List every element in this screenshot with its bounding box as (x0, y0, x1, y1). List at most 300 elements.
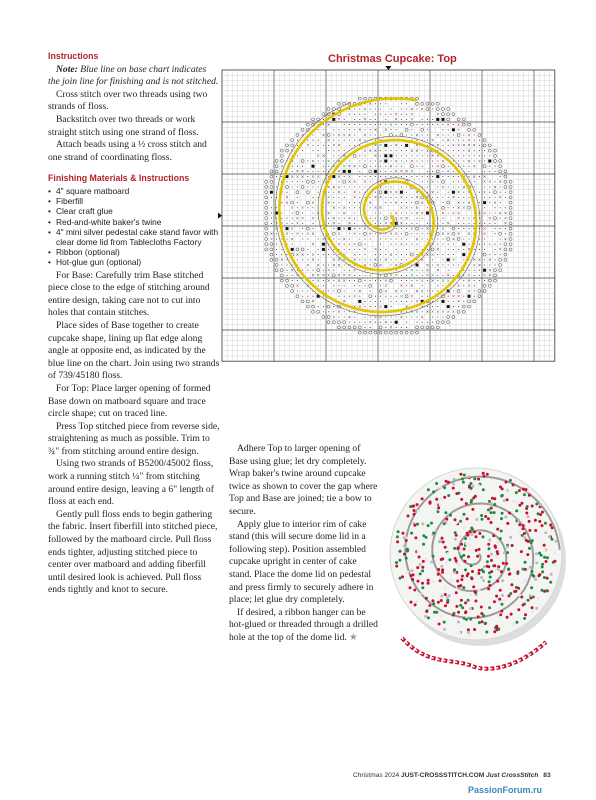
svg-text:×: × (488, 179, 492, 186)
svg-text:×: × (316, 262, 320, 269)
svg-text:×: × (311, 242, 315, 248)
svg-text:×: × (399, 288, 403, 295)
svg-text:×: × (379, 304, 383, 311)
svg-text:×: × (441, 309, 445, 316)
svg-text:×: × (472, 174, 476, 181)
svg-text:×: × (327, 158, 331, 165)
svg-text:×: × (410, 294, 414, 300)
svg-text:×: × (420, 190, 424, 196)
svg-text:×: × (363, 148, 367, 155)
svg-text:×: × (457, 200, 461, 207)
watermark: PassionForum.ru (468, 785, 543, 795)
svg-text:×: × (353, 242, 357, 248)
svg-text:×: × (467, 288, 471, 295)
svg-text:×: × (420, 288, 424, 295)
finishing-heading: Finishing Materials & Instructions (48, 173, 190, 184)
svg-text:×: × (457, 205, 461, 212)
svg-text:×: × (394, 190, 398, 196)
svg-text:×: × (483, 210, 487, 217)
svg-text:×: × (472, 242, 476, 248)
svg-text:×: × (347, 132, 351, 139)
svg-text:×: × (290, 236, 294, 243)
svg-text:×: × (347, 216, 351, 222)
svg-text:×: × (269, 231, 273, 238)
svg-text:×: × (420, 210, 424, 217)
svg-text:×: × (342, 257, 346, 264)
svg-text:×: × (394, 112, 398, 118)
svg-text:×: × (394, 169, 398, 176)
svg-text:×: × (399, 216, 403, 222)
svg-text:×: × (483, 226, 487, 233)
svg-text:×: × (353, 262, 357, 269)
svg-text:×: × (384, 257, 388, 264)
svg-text:×: × (394, 288, 398, 295)
svg-text:×: × (431, 190, 435, 196)
svg-text:×: × (441, 158, 445, 165)
svg-text:×: × (353, 179, 357, 186)
svg-text:×: × (269, 236, 273, 243)
svg-text:×: × (337, 231, 341, 238)
svg-text:×: × (410, 117, 414, 124)
svg-text:×: × (363, 132, 367, 139)
svg-text:×: × (399, 242, 403, 248)
svg-text:×: × (441, 226, 445, 233)
svg-text:×: × (363, 117, 367, 124)
svg-text:×: × (373, 268, 377, 274)
svg-text:×: × (457, 294, 461, 300)
svg-text:×: × (295, 174, 299, 181)
svg-text:×: × (316, 273, 320, 280)
svg-text:×: × (431, 143, 435, 150)
svg-text:×: × (493, 200, 497, 207)
svg-text:×: × (399, 221, 403, 228)
svg-text:×: × (451, 195, 455, 202)
svg-text:×: × (311, 174, 315, 181)
svg-text:×: × (467, 273, 471, 280)
svg-text:×: × (301, 174, 305, 181)
svg-text:×: × (410, 169, 414, 176)
svg-text:×: × (420, 106, 424, 113)
svg-text:×: × (446, 278, 450, 285)
svg-text:×: × (347, 314, 351, 321)
svg-text:×: × (420, 314, 424, 321)
svg-text:×: × (483, 179, 487, 186)
svg-text:×: × (384, 221, 388, 228)
svg-text:×: × (384, 320, 388, 326)
svg-text:×: × (342, 132, 346, 139)
svg-text:×: × (321, 153, 325, 160)
svg-text:×: × (373, 153, 377, 160)
svg-text:×: × (353, 257, 357, 264)
svg-text:×: × (379, 231, 383, 238)
svg-text:×: × (451, 294, 455, 300)
svg-text:×: × (389, 325, 393, 332)
svg-text:×: × (368, 231, 372, 238)
svg-text:×: × (363, 179, 367, 186)
chart-grid (218, 66, 558, 366)
svg-text:×: × (457, 231, 461, 238)
svg-text:×: × (446, 221, 450, 228)
svg-text:×: × (488, 268, 492, 274)
svg-text:×: × (431, 179, 435, 186)
svg-text:×: × (389, 164, 393, 170)
svg-text:×: × (295, 283, 299, 290)
svg-text:×: × (332, 221, 336, 228)
svg-text:×: × (462, 143, 466, 150)
svg-text:×: × (425, 226, 429, 233)
footer-site: JUST-CROSSSTITCH.COM (401, 772, 485, 779)
svg-text:×: × (436, 112, 440, 118)
svg-text:×: × (379, 195, 383, 202)
svg-text:×: × (311, 283, 315, 290)
svg-text:×: × (332, 184, 336, 191)
finishing-top-press: Press Top stitched piece from reverse side, straightening as much as possible. Trim to ¾" from stitching around entire design. (48, 420, 220, 457)
svg-text:×: × (425, 273, 429, 280)
svg-text:×: × (431, 309, 435, 316)
svg-text:×: × (425, 268, 429, 274)
svg-text:×: × (472, 262, 476, 269)
svg-text:×: × (379, 158, 383, 165)
svg-text:×: × (353, 164, 357, 170)
svg-text:×: × (389, 309, 393, 316)
svg-text:×: × (425, 252, 429, 259)
left-column (48, 50, 220, 597)
svg-text:×: × (290, 268, 294, 274)
svg-text:×: × (472, 236, 476, 243)
svg-text:×: × (415, 299, 419, 306)
svg-text:×: × (457, 283, 461, 290)
svg-text:×: × (399, 309, 403, 316)
svg-text:×: × (280, 231, 284, 238)
svg-text:×: × (337, 184, 341, 191)
svg-text:×: × (327, 268, 331, 274)
svg-text:×: × (321, 273, 325, 280)
svg-text:×: × (457, 127, 461, 134)
svg-text:×: × (327, 138, 331, 144)
svg-text:×: × (342, 273, 346, 280)
svg-text:×: × (394, 210, 398, 217)
footer-issue: Christmas 2024 (353, 772, 400, 779)
assembly-adhere: Adhere Top to larger opening of Base using glue; let dry completely. Wrap baker's twine around cupcake twice as shown to cover the gap where Top and Base are joined; tie a bow to secure. (229, 443, 378, 517)
svg-text:×: × (295, 216, 299, 222)
svg-text:×: × (436, 262, 440, 269)
svg-text:×: × (431, 153, 435, 160)
svg-text:×: × (342, 153, 346, 160)
svg-text:×: × (358, 138, 362, 144)
svg-text:×: × (327, 200, 331, 207)
svg-text:×: × (389, 122, 393, 129)
svg-text:×: × (467, 278, 471, 285)
svg-text:×: × (353, 294, 357, 300)
svg-text:×: × (405, 216, 409, 222)
svg-text:×: × (493, 184, 497, 191)
svg-text:×: × (405, 169, 409, 176)
svg-text:×: × (457, 190, 461, 196)
svg-text:×: × (353, 190, 357, 196)
svg-text:×: × (311, 273, 315, 280)
svg-text:×: × (405, 205, 409, 212)
svg-text:×: × (457, 299, 461, 306)
svg-text:×: × (280, 221, 284, 228)
svg-text:×: × (306, 262, 310, 269)
svg-text:×: × (457, 122, 461, 129)
svg-text:×: × (477, 262, 481, 269)
svg-text:×: × (353, 309, 357, 316)
finishing-gather: Gently pull floss ends to begin gathering the fabric. Insert fiberfill into stitched piece, followed by the matboard circle. Pull floss ends tighter, adjusting stitched piece to center over matboard and adding fiberfill until desired look is achieved. Pull floss ends tightly and knot to secure. (48, 508, 218, 596)
list-item: • 4" mini silver pedestal cake stand favor with clear dome lid from Tablecloths Factory (48, 227, 220, 247)
cross-stitch-chart (218, 66, 558, 366)
list-item: • Clear craft glue (48, 206, 220, 216)
svg-text:×: × (316, 174, 320, 181)
svg-text:×: × (295, 221, 299, 228)
svg-text:×: × (353, 252, 357, 259)
svg-text:×: × (467, 148, 471, 155)
svg-text:×: × (363, 226, 367, 233)
svg-text:×: × (394, 262, 398, 269)
svg-text:×: × (410, 106, 414, 113)
svg-text:×: × (431, 278, 435, 285)
svg-text:×: × (295, 231, 299, 238)
svg-text:×: × (337, 242, 341, 248)
note-label: Note: (56, 63, 78, 75)
svg-text:×: × (457, 143, 461, 150)
svg-text:×: × (373, 247, 377, 254)
svg-text:×: × (503, 236, 507, 243)
instruction-beads: Attach beads using a ½ cross stitch and one strand of coordinating floss. (48, 139, 207, 163)
svg-text:×: × (399, 169, 403, 176)
svg-text:×: × (295, 169, 299, 176)
svg-text:×: × (415, 190, 419, 196)
svg-text:×: × (327, 184, 331, 191)
svg-text:×: × (306, 143, 310, 150)
svg-text:×: × (462, 205, 466, 212)
svg-text:×: × (446, 122, 450, 129)
svg-text:×: × (446, 273, 450, 280)
svg-text:×: × (451, 143, 455, 150)
svg-text:×: × (337, 132, 341, 139)
svg-text:×: × (321, 190, 325, 196)
svg-text:×: × (358, 288, 362, 295)
svg-text:×: × (441, 210, 445, 217)
svg-text:×: × (285, 195, 289, 202)
svg-text:×: × (425, 195, 429, 202)
svg-text:×: × (337, 257, 341, 264)
svg-text:×: × (467, 158, 471, 165)
svg-text:×: × (410, 309, 414, 316)
svg-text:×: × (498, 247, 502, 254)
svg-text:×: × (311, 158, 315, 165)
svg-text:×: × (311, 216, 315, 222)
svg-text:×: × (441, 231, 445, 238)
svg-text:×: × (472, 216, 476, 222)
svg-text:×: × (472, 257, 476, 264)
svg-text:×: × (379, 314, 383, 321)
svg-text:×: × (337, 278, 341, 285)
svg-text:×: × (280, 257, 284, 264)
svg-text:×: × (285, 231, 289, 238)
svg-text:×: × (420, 252, 424, 259)
svg-text:×: × (368, 148, 372, 155)
svg-text:×: × (467, 252, 471, 259)
svg-text:×: × (488, 273, 492, 280)
svg-text:×: × (321, 221, 325, 228)
svg-text:×: × (373, 314, 377, 321)
chart-note (48, 64, 220, 89)
assembly-ribbon (229, 607, 381, 645)
svg-text:×: × (311, 252, 315, 259)
svg-text:×: × (285, 200, 289, 207)
svg-text:×: × (467, 231, 471, 238)
svg-text:×: × (394, 117, 398, 124)
svg-text:×: × (337, 273, 341, 280)
svg-text:×: × (347, 221, 351, 228)
instruction-backstitch: Backstitch over two threads or work straight stitch using one strand of floss. (48, 113, 199, 138)
svg-text:×: × (327, 179, 331, 186)
svg-text:×: × (394, 158, 398, 165)
finishing-running-stitch: Using two strands of B5200/45002 floss, work a running stitch ¼" from stitching around entire design, leaving a 6" length of floss at each end. (48, 458, 214, 508)
svg-text:×: × (389, 273, 393, 280)
svg-text:×: × (332, 143, 336, 150)
svg-text:×: × (327, 236, 331, 243)
svg-text:×: × (410, 158, 414, 165)
svg-text:×: × (431, 138, 435, 144)
svg-text:×: × (363, 210, 367, 217)
svg-text:×: × (353, 304, 357, 311)
svg-text:×: × (483, 273, 487, 280)
svg-text:×: × (425, 262, 429, 269)
svg-text:×: × (399, 195, 403, 202)
svg-text:×: × (347, 174, 351, 181)
svg-text:×: × (337, 169, 341, 176)
svg-text:×: × (503, 221, 507, 228)
svg-text:×: × (436, 247, 440, 254)
svg-text:×: × (431, 273, 435, 280)
svg-text:×: × (347, 262, 351, 269)
svg-text:×: × (327, 195, 331, 202)
svg-text:×: × (332, 205, 336, 212)
svg-text:×: × (431, 252, 435, 259)
svg-text:×: × (436, 153, 440, 160)
svg-text:×: × (379, 179, 383, 186)
svg-text:×: × (342, 210, 346, 217)
svg-text:×: × (446, 169, 450, 176)
finishing-base-join: Place sides of Base together to create cupcake shape, lining up flat edge along angle at opposite end, as indicated by the blue line on the chart. Join using two strands of 739/45180 floss. (48, 319, 220, 382)
svg-text:×: × (301, 205, 305, 212)
svg-text:×: × (394, 216, 398, 222)
svg-text:×: × (394, 143, 398, 150)
svg-text:×: × (467, 190, 471, 196)
svg-text:×: × (415, 132, 419, 139)
svg-text:×: × (467, 283, 471, 290)
svg-text:×: × (347, 273, 351, 280)
svg-text:×: × (379, 262, 383, 269)
svg-text:×: × (327, 210, 331, 217)
svg-text:×: × (389, 190, 393, 196)
svg-text:×: × (373, 127, 377, 134)
svg-text:×: × (441, 184, 445, 191)
svg-text:×: × (436, 143, 440, 150)
svg-text:×: × (347, 179, 351, 186)
svg-text:×: × (337, 174, 341, 181)
svg-text:×: × (342, 278, 346, 285)
svg-text:×: × (363, 262, 367, 269)
svg-text:×: × (353, 226, 357, 233)
svg-text:×: × (379, 143, 383, 150)
svg-text:×: × (472, 143, 476, 150)
svg-text:×: × (451, 210, 455, 217)
list-item: • Hot-glue gun (optional) (48, 257, 220, 267)
svg-text:×: × (301, 169, 305, 176)
svg-text:×: × (384, 127, 388, 134)
svg-text:×: × (379, 205, 383, 212)
list-item: • 4" square matboard (48, 186, 220, 196)
svg-text:×: × (410, 273, 414, 280)
svg-text:×: × (327, 273, 331, 280)
svg-text:×: × (332, 216, 336, 222)
svg-text:×: × (399, 283, 403, 290)
svg-text:×: × (358, 304, 362, 311)
svg-text:×: × (410, 283, 414, 290)
svg-text:×: × (316, 210, 320, 217)
svg-text:×: × (420, 278, 424, 285)
svg-text:×: × (311, 200, 315, 207)
svg-text:×: × (347, 106, 351, 113)
svg-text:×: × (321, 179, 325, 186)
svg-text:×: × (373, 195, 377, 202)
svg-text:×: × (290, 148, 294, 155)
svg-text:×: × (295, 273, 299, 280)
svg-text:×: × (467, 143, 471, 150)
svg-text:×: × (467, 200, 471, 207)
svg-text:×: × (353, 195, 357, 202)
svg-text:×: × (337, 117, 341, 124)
end-star-icon: ★ (346, 631, 358, 643)
svg-text:×: × (316, 278, 320, 285)
svg-text:×: × (389, 231, 393, 238)
svg-text:×: × (301, 216, 305, 222)
svg-text:×: × (389, 252, 393, 259)
svg-text:×: × (467, 138, 471, 144)
svg-text:×: × (373, 205, 377, 212)
svg-text:×: × (280, 184, 284, 191)
svg-text:×: × (446, 138, 450, 144)
list-item: • Ribbon (optional) (48, 247, 220, 257)
svg-text:×: × (353, 268, 357, 274)
list-item: • Fiberfill (48, 196, 220, 206)
svg-text:×: × (441, 278, 445, 285)
svg-text:×: × (327, 174, 331, 181)
svg-text:×: × (280, 164, 284, 170)
svg-text:×: × (379, 184, 383, 191)
svg-text:×: × (280, 179, 284, 186)
svg-text:×: × (342, 236, 346, 243)
svg-text:×: × (498, 179, 502, 186)
instructions-heading: Instructions (48, 51, 99, 61)
cupcake-photo (382, 452, 568, 672)
svg-text:×: × (503, 216, 507, 222)
svg-text:×: × (389, 221, 393, 228)
right-column (229, 443, 381, 645)
svg-text:×: × (436, 164, 440, 170)
svg-text:×: × (327, 122, 331, 129)
svg-text:×: × (415, 205, 419, 212)
note-text: Blue line on base chart indicates the join line for finishing and is not stitched. (48, 63, 219, 88)
svg-text:×: × (415, 210, 419, 217)
svg-text:×: × (363, 247, 367, 254)
page-number: 83 (543, 772, 551, 779)
finishing-base-trim: For Base: Carefully trim Base stitched piece close to the edge of stitching around entire design, taking care not to cut into holes that contain stitches. (48, 269, 210, 319)
svg-text:×: × (384, 283, 388, 290)
